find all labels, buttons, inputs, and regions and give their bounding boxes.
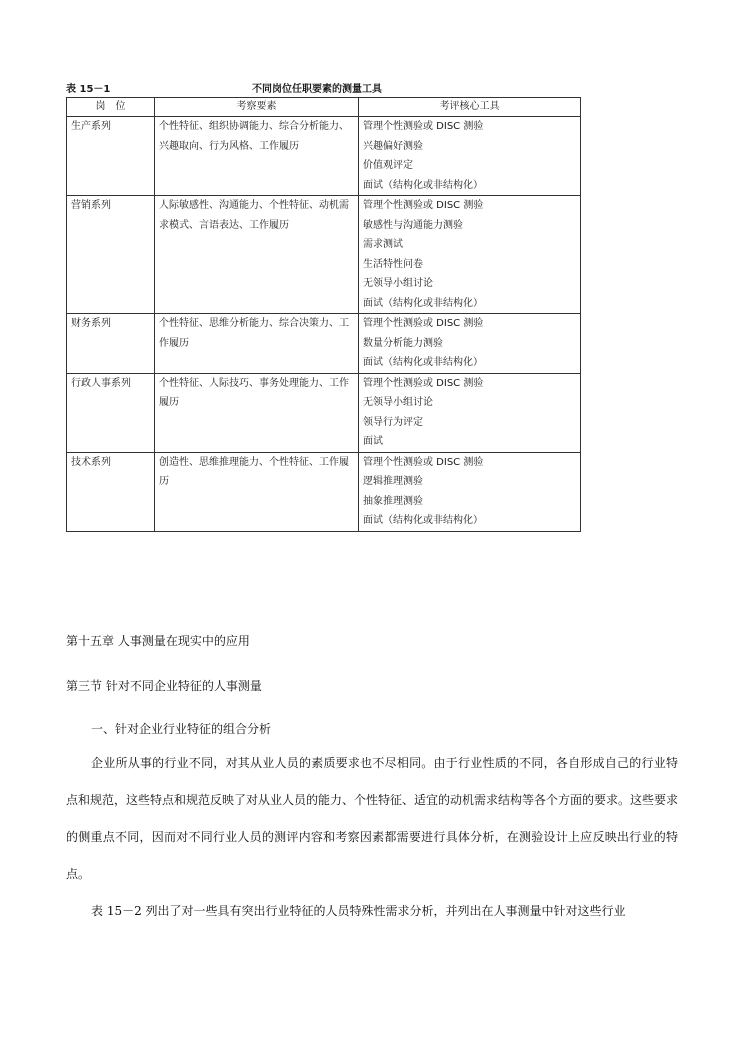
tool-item: 需求测试 <box>363 239 403 250</box>
tools-cell <box>359 196 581 314</box>
position-cell: 技术系列 <box>67 452 155 531</box>
factors-cell: 人际敏感性、沟通能力、个性特征、动机需求模式、言语表达、工作履历 <box>155 196 359 314</box>
tool-item: 管理个性测验或 DISC 测验 <box>363 377 484 389</box>
tools-cell <box>359 314 581 374</box>
tool-item: 面试（结构化或非结构化） <box>363 515 483 526</box>
tool-item: 生活特性问卷 <box>363 258 423 270</box>
measurement-tools-table <box>66 97 581 532</box>
factors-cell: 个性特征、组织协调能力、综合分析能力、兴趣取向、行为风格、工作履历 <box>155 117 359 196</box>
position-cell: 营销系列 <box>67 196 155 314</box>
position-cell: 财务系列 <box>67 314 155 374</box>
table-caption <box>66 80 580 96</box>
tools-cell <box>359 117 581 196</box>
tool-item: 面试（结构化或非结构化） <box>363 179 483 191</box>
chapter-title: 第十五章 人事测量在现实中的应用 <box>66 634 250 648</box>
table-number: 表 15－1 <box>66 84 111 95</box>
section-title: 第三节 针对不同企业特征的人事测量 <box>66 679 262 693</box>
tool-item: 管理个性测验或 DISC 测验 <box>363 121 484 132</box>
position-cell: 生产系列 <box>67 117 155 196</box>
tool-item: 抽象推理测验 <box>363 495 423 507</box>
tool-item: 数量分析能力测验 <box>363 337 443 349</box>
tool-item: 管理个性测验或 DISC 测验 <box>363 318 484 329</box>
table-row <box>67 373 581 452</box>
paragraph: 表 15－2 列出了对一些具有突出行业特征的人员特殊性需求分析，并列出在人事测量中针对这些行业 <box>91 904 626 918</box>
table-row <box>67 196 581 314</box>
tool-item: 面试 <box>363 436 383 447</box>
tool-item: 面试（结构化或非结构化） <box>363 357 483 368</box>
tool-item: 面试（结构化或非结构化） <box>363 297 483 309</box>
table-row <box>67 117 581 196</box>
tools-cell <box>359 373 581 452</box>
table-row <box>67 314 581 374</box>
tool-item: 管理个性测验或 DISC 测验 <box>363 456 484 468</box>
position-cell: 行政人事系列 <box>67 373 155 452</box>
factors-cell: 个性特征、思维分析能力、综合决策力、工作履历 <box>155 314 359 374</box>
table-header-row <box>67 98 581 117</box>
table-title: 不同岗位任职要素的测量工具 <box>252 84 382 95</box>
tool-item: 兴趣偏好测验 <box>363 140 423 152</box>
body-text <box>66 745 678 930</box>
paragraph: 企业所从事的行业不同，对其从业人员的素质要求也不尽相同。由于行业性质的不同，各自形成自己的行业特点和规范，这些特点和规范反映了对从业人员的能力、个性特征、适宜的动机需求结构等各个方面的要求。这些要求的侧重点不同，因而对不同行业人员的测评内容和考察因素都需要进行具体分析，在测验设计上应反映出行业的特点。 <box>66 756 679 881</box>
tool-item: 管理个性测验或 DISC 测验 <box>363 200 484 211</box>
subsection-title: 一、针对企业行业特征的组合分析 <box>91 722 272 736</box>
header-position: 岗 位 <box>67 98 155 117</box>
tool-item: 无领导小组讨论 <box>363 278 433 289</box>
tool-item: 领导行为评定 <box>363 416 423 428</box>
factors-cell: 个性特征、人际技巧、事务处理能力、工作履历 <box>155 373 359 452</box>
factors-cell: 创造性、思维推理能力、个性特征、工作履历 <box>155 452 359 531</box>
header-factors: 考察要素 <box>155 98 359 117</box>
header-tools: 考评核心工具 <box>359 98 581 117</box>
tool-item: 敏感性与沟通能力测验 <box>363 219 463 231</box>
tool-item: 价值观评定 <box>363 160 413 171</box>
tool-item: 无领导小组讨论 <box>363 397 433 408</box>
tool-item: 逻辑推理测验 <box>363 476 423 487</box>
tools-cell <box>359 452 581 531</box>
table-row <box>67 452 581 531</box>
